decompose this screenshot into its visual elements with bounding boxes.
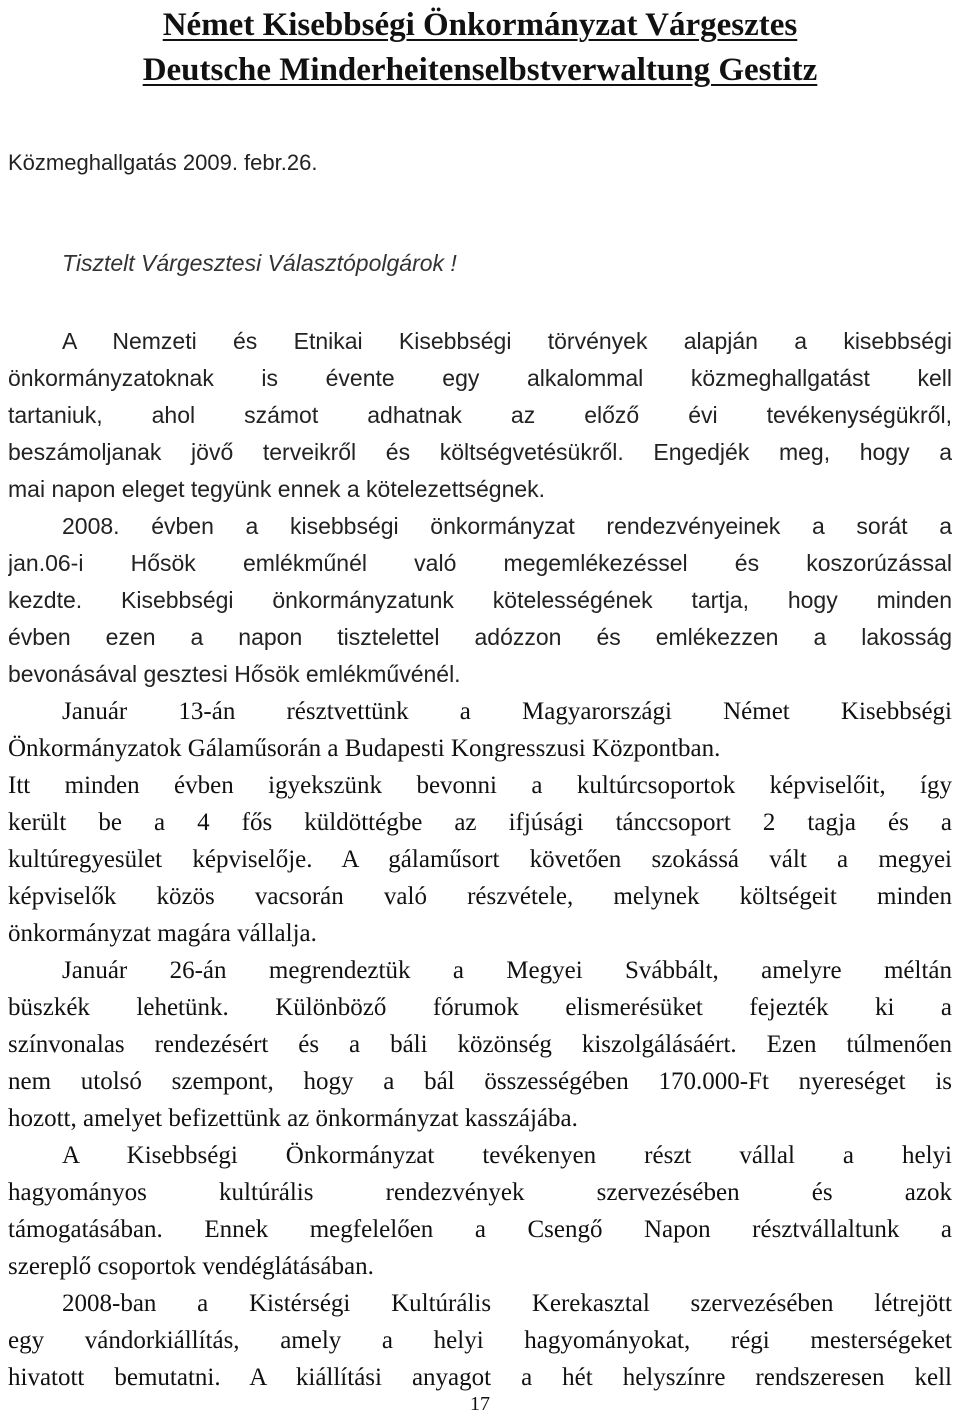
body-line: önkormányzatoknak is évente egy alkalommal közmeghallgatást kell (8, 365, 952, 391)
body-line: A Kisebbségi Önkormányzat tevékenyen részt vállal a helyi (62, 1142, 952, 1169)
document-title-german: Deutsche Minderheitenselbstverwaltung Gestitz (142, 52, 818, 88)
body-line: képviselők közös vacsorán való részvétele, melynek költségeit minden (8, 883, 952, 910)
body-line: tartaniuk, ahol számot adhatnak az előző évi tevékenységükről, (8, 402, 952, 428)
body-line: támogatásában. Ennek megfelelően a Csengő Napon résztvállaltunk a (8, 1216, 952, 1243)
body-line: bevonásával gesztesi Hősök emlékművénél. (8, 661, 461, 687)
body-line: önkormányzat magára vállalja. (8, 920, 317, 947)
body-line: 2008-ban a Kistérségi Kultúrális Kerekasztal szervezésében létrejött (62, 1290, 952, 1317)
body-text (8, 323, 952, 1396)
body-line: Önkormányzatok Gálaműsorán a Budapesti Kongresszusi Központban. (8, 735, 721, 762)
body-line: hagyományos kultúrális rendezvények szervezésében és azok (8, 1179, 952, 1206)
meeting-date: Közmeghallgatás 2009. febr.26. (8, 150, 318, 175)
body-line: egy vándorkiállítás, amely a helyi hagyományokat, régi mesterségeket (8, 1327, 952, 1354)
body-line: hozott, amelyet befizettünk az önkormányzat kasszájába. (8, 1105, 578, 1132)
body-line: büszkék lehetünk. Különböző fórumok elismerésüket fejezték ki a (8, 994, 952, 1021)
body-line: A Nemzeti és Etnikai Kisebbségi törvények alapján a kisebbségi (62, 328, 952, 354)
body-line: Január 26-án megrendeztük a Megyei Svábbált, amelyre méltán (62, 957, 952, 984)
body-line: kezdte. Kisebbségi önkormányzatunk kötelességének tartja, hogy minden (8, 587, 952, 613)
body-line: Itt minden évben igyekszünk bevonni a kultúrcsoportok képviselőit, így (8, 772, 952, 799)
page-number: 17 (470, 1393, 490, 1415)
body-line: színvonalas rendezésért és a báli közönség kiszolgálásáért. Ezen túlmenően (8, 1031, 952, 1058)
body-line: szereplő csoportok vendéglátásában. (8, 1253, 374, 1280)
body-line: beszámoljanak jövő terveikről és költségvetésükről. Engedjék meg, hogy a (8, 439, 952, 465)
body-line: évben ezen a napon tisztelettel adózzon és emlékezzen a lakosság (8, 624, 952, 650)
body-line: került be a 4 fős küldöttégbe az ifjúsági tánccsoport 2 tagja és a (8, 809, 952, 836)
document-title-hungarian: Német Kisebbségi Önkormányzat Várgesztes (162, 7, 798, 43)
body-line: Január 13-án résztvettünk a Magyarországi Német Kisebbségi (62, 698, 952, 725)
body-line: jan.06-i Hősök emlékműnél való megemlékezéssel és koszorúzással (8, 550, 952, 576)
body-line: kultúregyesület képviselője. A gálaműsort követően szokássá vált a megyei (8, 846, 952, 873)
salutation: Tisztelt Várgesztesi Választópolgárok ! (62, 250, 457, 276)
body-line: hivatott bemutatni. A kiállítási anyagot a hét helyszínre rendszeresen kell (8, 1364, 952, 1391)
body-line: 2008. évben a kisebbségi önkormányzat rendezvényeinek a sorát a (62, 513, 952, 539)
body-line: nem utolsó szempont, hogy a bál összességében 170.000-Ft nyereséget is (8, 1068, 952, 1095)
body-line: mai napon eleget tegyünk ennek a kötelezettségnek. (8, 476, 546, 502)
